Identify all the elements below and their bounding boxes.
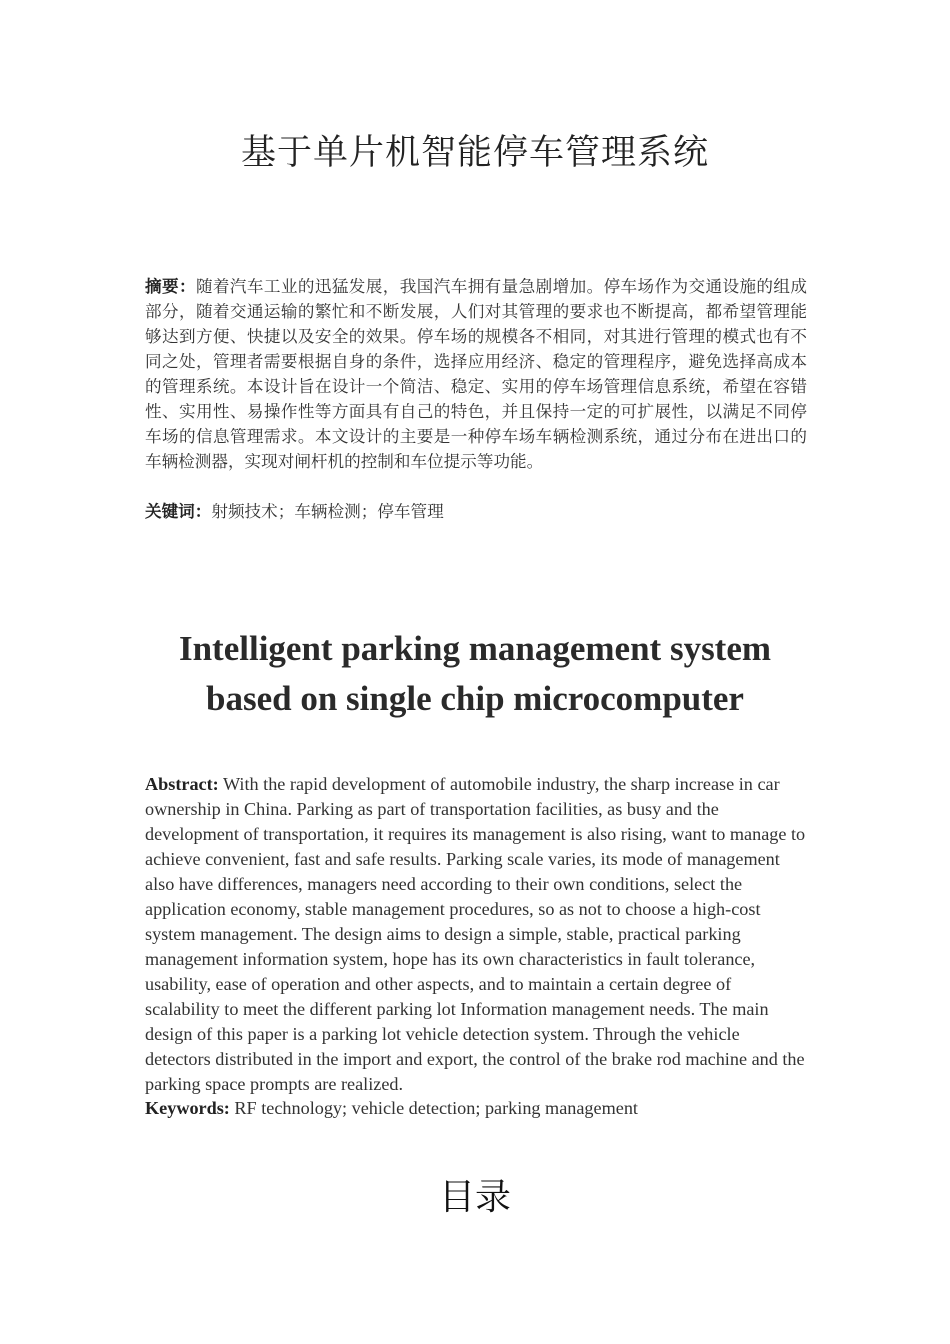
chinese-abstract-text: 随着汽车工业的迅猛发展，我国汽车拥有量急剧增加。停车场作为交通设施的组成部分，随着交通运输的繁忙和不断发展，人们对其管理的要求也不断提高，都希望管理能够达到方便、快捷以及安全的效果。停车场的规模各不相同，对其进行管理的模式也有不同之处，管理者需要根据自身的条件，选择应用经济、稳定的管理程序，避免选择高成本的管理系统。本设计旨在设计一个简洁、稳定、实用的停车场管理信息系统，希望在容错性、实用性、易操作性等方面具有自己的特色，并且保持一定的可扩展性，以满足不同停车场的信息管理需求。本文设计的主要是一种停车场车辆检测系统，通过分布在进出口的车辆检测器，实现对闸杆机的控制和车位提示等功能。	[145, 277, 807, 471]
english-abstract-label: Abstract:	[145, 774, 219, 794]
english-keywords	[145, 1096, 807, 1121]
english-abstract-text: With the rapid development of automobile industry, the sharp increase in car ownership in China. Parking as part of transportation facilities, as busy and the development of transportation, it requires its management is also rising, want to manage to achieve convenient, fast and safe results. Parking scale varies, its mode of management also have differences, managers need according to their own conditions, select the application economy, stable management procedures, so as not to choose a high-cost system management. The design aims to design a simple, stable, practical parking management information system, hope has its own characteristics in fault tolerance, usability, ease of operation and other aspects, and to maintain a certain degree of scalability to meet the different parking lot Information management needs. The main design of this paper is a parking lot vehicle detection system. Through the vehicle detectors distributed in the import and export, the control of the brake rod machine and the parking space prompts are realized.	[145, 774, 806, 1094]
english-abstract	[145, 772, 807, 1097]
chinese-keywords-label: 关键词：	[145, 501, 212, 521]
chinese-keywords	[145, 499, 807, 524]
table-of-contents-title: 目录	[438, 1177, 511, 1218]
chinese-keywords-text: 射频技术；车辆检测；停车管理	[211, 502, 444, 521]
english-keywords-label: Keywords:	[145, 1098, 230, 1118]
chinese-abstract-label: 摘要：	[145, 276, 196, 296]
english-keywords-text: RF technology; vehicle detection; parking management	[234, 1098, 638, 1118]
english-title	[110, 624, 840, 724]
chinese-abstract	[145, 274, 807, 474]
chinese-title: 基于单片机智能停车管理系统	[240, 133, 709, 173]
english-title-line-1: Intelligent parking management system	[178, 629, 772, 668]
english-title-line-2: based on single chip microcomputer	[206, 679, 744, 718]
